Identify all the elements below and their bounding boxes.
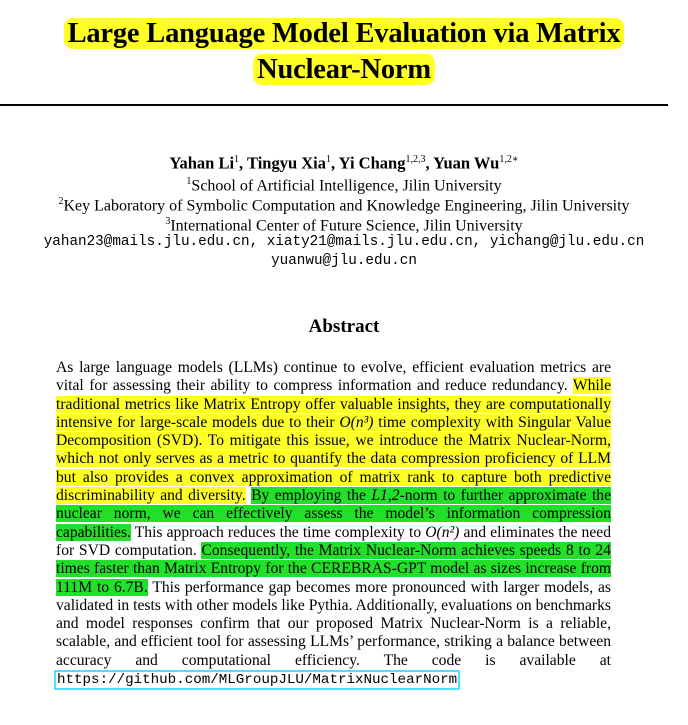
abstract-intro: As large language models (LLMs) continue to evolve, efficient evaluation metrics are vital for assessing their ability to compress information and reduce redundancy.	[56, 359, 611, 395]
author-name: Yi Chang	[338, 153, 406, 173]
author-sup: 1	[234, 154, 240, 165]
title-line-1: Large Language Model Evaluation via Matrix	[64, 18, 625, 49]
paper-title	[0, 16, 688, 88]
abstract-heading: Abstract	[308, 316, 380, 337]
abstract-complexity: This approach reduces the time complexity to O(n²) and eliminates the need for SVD computation.	[56, 523, 611, 559]
highlight-green-a: By employing the L1,2-norm to further approximate the nuclear norm, we can effectively assess the model’s information compression capabilities.	[56, 487, 611, 541]
affiliation-2: $^2$Key Laboratory of Symbolic Computation and Knowledge Engineering, Jilin University	[58, 196, 630, 215]
title-rule	[0, 104, 668, 106]
author-list: Yahan Li$^1$, Tingyu Xia$^1$, Yi Chang$^{1,2,3}$, Yuan $Wu^{1,2∗}$	[169, 153, 519, 173]
affiliation-3: $^3$International Center of Future Science, Jilin University	[165, 216, 523, 235]
math-complexity-quadratic: O(n²)	[425, 523, 460, 541]
highlight-green-b: Consequently, the Matrix Nuclear-Norm achieves speeds 8 to 24 times faster than Matrix Entropy for the CEREBRAS-GPT model as sizes increase from 111M to 6.7B.	[56, 541, 611, 596]
author-sup: 1,2∗	[499, 154, 519, 165]
affiliation-1: $^1$School of Artificial Intelligence, Jilin University	[186, 176, 502, 195]
code-link[interactable]: https://github.com/MLGroupJLU/MatrixNuclearNorm	[57, 672, 458, 689]
author-name: Tingyu Xia	[246, 153, 327, 173]
author-name: Yahan Li	[169, 153, 235, 173]
author-sup: 1,2,3	[405, 154, 426, 165]
highlight-yellow-a: While traditional metrics like Matrix Entropy offer valuable insights, they are computationally intensive for large-scale models due to their O(n³) time complexity with Singular Value Decomposition (SVD). To mitigate this issue, we introduce the Matrix Nuclear-Norm, which not only serves as a metric to quantify the data compression proficiency of LLM but also provides a convex approximation of matrix rank to capture both predictive discriminability and diversity.	[56, 377, 612, 505]
title-line-2: Nuclear-Norm	[253, 54, 435, 85]
author-name: Yuan Wu	[433, 153, 500, 173]
math-complexity-cubic: O(n³)	[339, 413, 374, 431]
math-l12-norm: L1,2	[371, 487, 400, 505]
author-sup: 1	[326, 154, 332, 165]
abstract-body	[56, 359, 611, 689]
email-line-2: yuanwu@jlu.edu.cn	[271, 253, 417, 269]
abstract-conclusion: This performance gap becomes more pronounced with larger models, as validated in tests with other models like Pythia. Additionally, evaluations on benchmarks and model responses confirm that our proposed Matrix Nuclear-Norm is a reliable, scalable, and efficient tool for assessing LLMs’ performance, striking a balance between accuracy and computational efficiency. The code is available at	[56, 578, 611, 669]
email-line-1: yahan23@mails.jlu.edu.cn, xiaty21@mails.jlu.edu.cn, yichang@jlu.edu.cn	[43, 234, 645, 250]
